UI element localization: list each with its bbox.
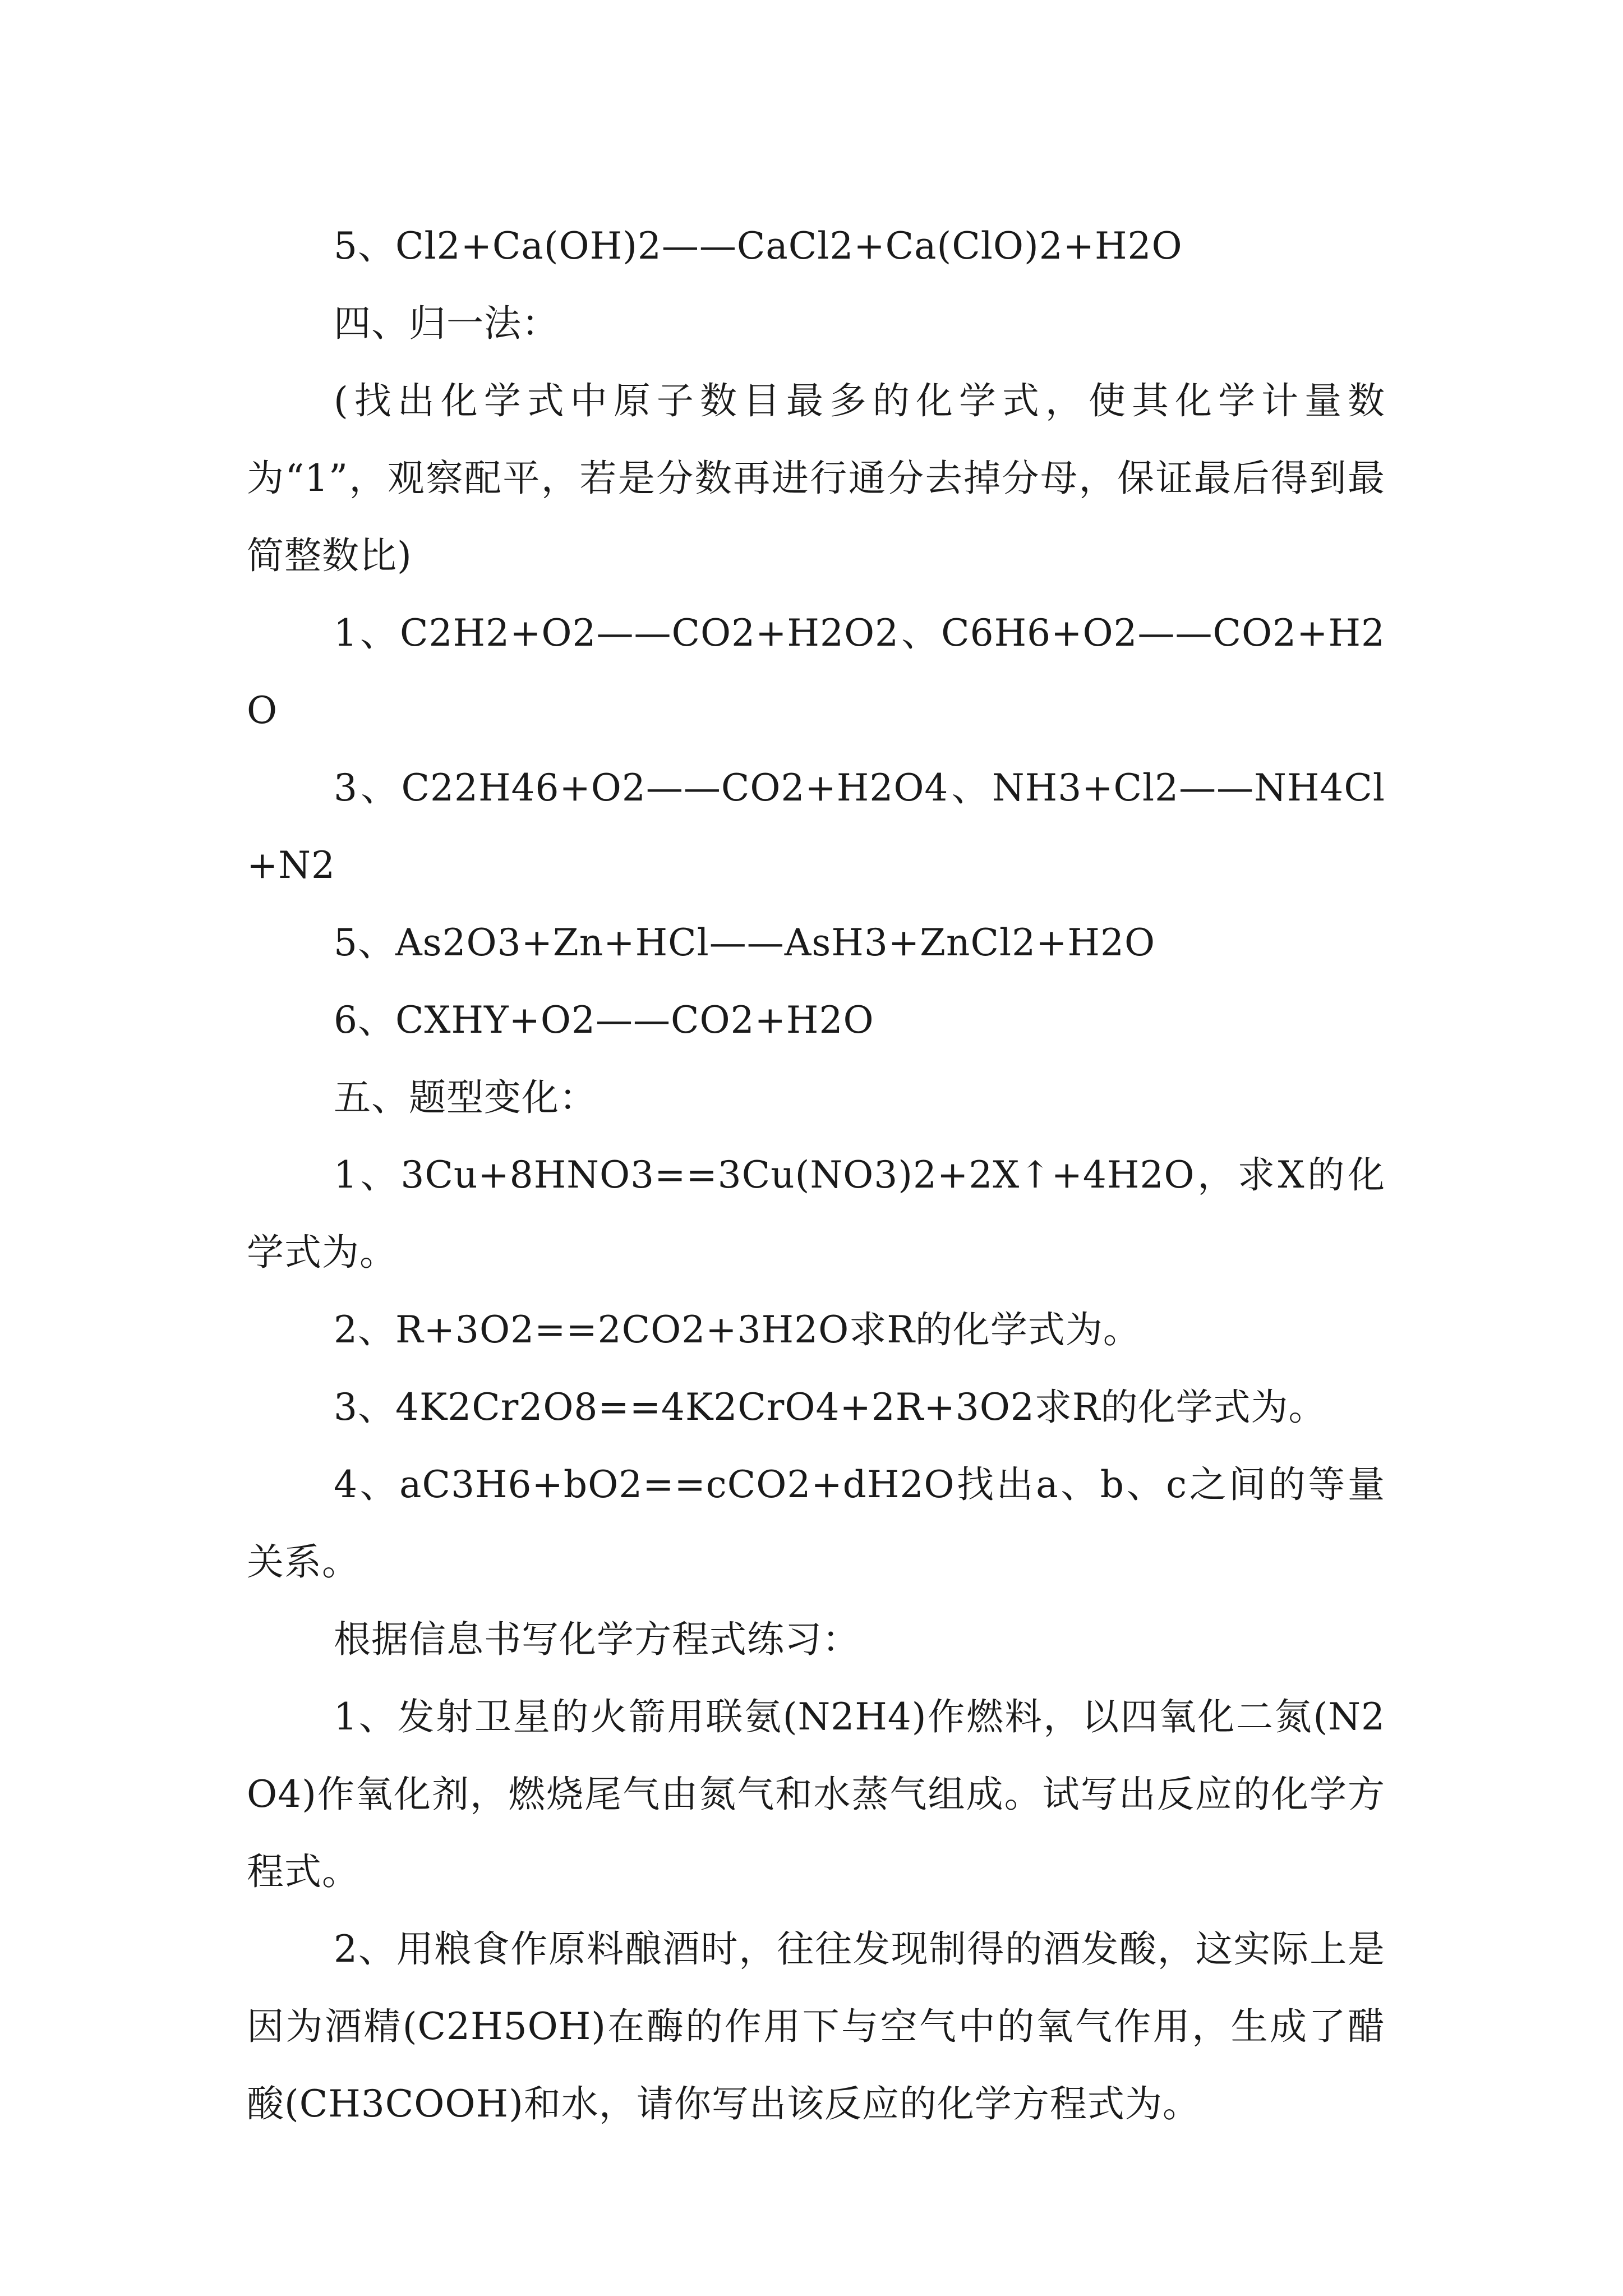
paragraph-exercises-1-2: 1、C2H2+O2——CO2+H2O2、C6H6+O2——CO2+H2O [247, 611, 1385, 732]
paragraph-question-3: 3、4K2Cr2O8==4K2CrO4+2R+3O2求R的化学式为。 [334, 1386, 1326, 1429]
paragraph-equation-5: 5、Cl2+Ca(OH)2——CaCl2+Ca(ClO)2+H2O [334, 224, 1183, 268]
section-heading-question-variations: 五、题型变化： [334, 1076, 597, 1119]
paragraph-practice-1: 1、发射卫星的火箭用联氨(N2H4)作燃料，以四氧化二氮(N2O4)作氧化剂，燃烧尾气由氮气和水蒸气组成。试写出反应的化学方程式。 [247, 1695, 1385, 1893]
paragraph-exercise-5: 5、As2O3+Zn+HCl——AsH3+ZnCl2+H2O [334, 921, 1156, 964]
section-heading-normalization-method: 四、归一法： [334, 302, 559, 345]
section-heading-writing-practice: 根据信息书写化学方程式练习： [334, 1618, 860, 1661]
paragraph-exercise-6: 6、CXHY+O2——CO2+H2O [334, 999, 874, 1042]
paragraph-question-4: 4、aC3H6+bO2==cCO2+dH2O找出a、b、c之间的等量关系。 [247, 1463, 1385, 1584]
paragraph-exercises-3-4: 3、C22H46+O2——CO2+H2O4、NH3+Cl2——NH4Cl+N2 [247, 766, 1385, 887]
paragraph-question-1: 1、3Cu+8HNO3==3Cu(NO3)2+2X↑+4H2O，求X的化学式为。 [247, 1153, 1385, 1274]
paragraph-question-2: 2、R+3O2==2CO2+3H2O求R的化学式为。 [334, 1308, 1141, 1351]
document-body [247, 208, 1385, 2143]
paragraph-practice-2: 2、用粮食作原料酿酒时，往往发现制得的酒发酸，这实际上是因为酒精(C2H5OH)在酶的作用下与空气中的氧气作用，生成了醋酸(CH3COOH)和水，请你写出该反应的化学方程式为。 [247, 1927, 1385, 2125]
paragraph-method-description: (找出化学式中原子数目最多的化学式，使其化学计量数为“1”，观察配平，若是分数再进行通分去掉分母，保证最后得到最简整数比) [247, 379, 1385, 577]
